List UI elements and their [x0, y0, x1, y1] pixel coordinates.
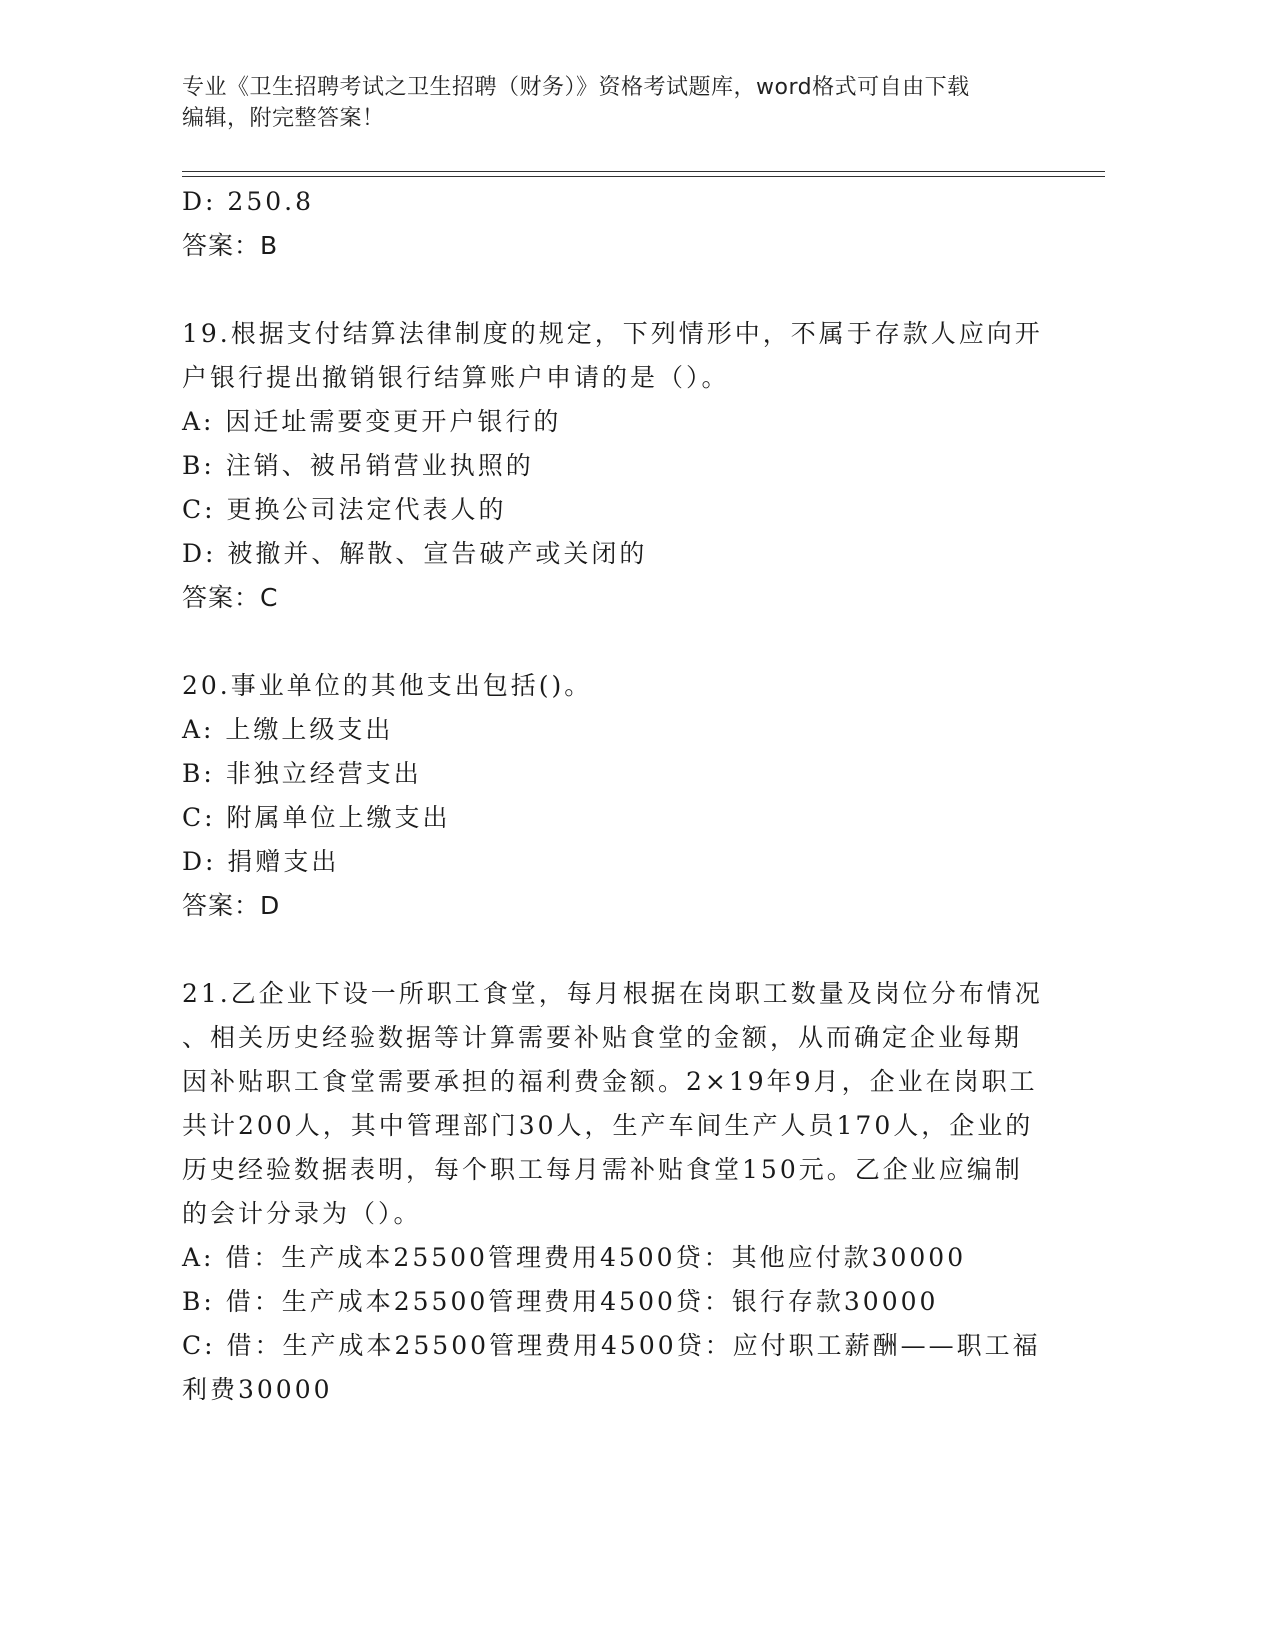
- q19-option-c: C: 更换公司法定代表人的: [182, 495, 507, 524]
- header-divider-bottom: [182, 176, 1105, 177]
- q19-option-d: D: 被撤并、解散、宣告破产或关闭的: [182, 539, 648, 568]
- q21-stem-line-5: 历史经验数据表明，每个职工每月需补贴食堂150元。乙企业应编制: [182, 1155, 1023, 1184]
- question-18-tail: [182, 180, 1042, 268]
- q19-stem-line-1: 19.根据支付结算法律制度的规定，下列情形中，不属于存款人应向开: [182, 319, 1043, 348]
- document-header: [182, 72, 1082, 134]
- q21-stem-line-2: 、相关历史经验数据等计算需要补贴食堂的金额，从而确定企业每期: [182, 1023, 1023, 1052]
- q21-stem-line-6: 的会计分录为（）。: [182, 1199, 422, 1228]
- q20-stem-line-1: 20.事业单位的其他支出包括()。: [182, 671, 593, 700]
- q20-answer: 答案：D: [182, 891, 281, 920]
- q20-option-c: C: 附属单位上缴支出: [182, 803, 451, 832]
- spacer: [182, 268, 1042, 312]
- question-content: [182, 180, 1042, 1412]
- q20-option-d: D: 捐赠支出: [182, 847, 340, 876]
- q21-stem-line-3: 因补贴职工食堂需要承担的福利费金额。2×19年9月，企业在岗职工: [182, 1067, 1038, 1096]
- q19-option-a: A: 因迁址需要变更开户银行的: [182, 407, 562, 436]
- question-21: [182, 972, 1042, 1412]
- q19-option-b: B: 注销、被吊销营业执照的: [182, 451, 534, 480]
- q19-answer: 答案：C: [182, 583, 279, 612]
- q18-answer: 答案：B: [182, 231, 279, 260]
- q21-stem-line-4: 共计200人，其中管理部门30人，生产车间生产人员170人，企业的: [182, 1111, 1034, 1140]
- q21-option-c-line-1: C: 借：生产成本25500管理费用4500贷：应付职工薪酬——职工福: [182, 1331, 1041, 1360]
- spacer: [182, 928, 1042, 972]
- question-20: [182, 664, 1042, 928]
- question-19: [182, 312, 1042, 620]
- q20-option-a: A: 上缴上级支出: [182, 715, 394, 744]
- q21-option-a: A: 借：生产成本25500管理费用4500贷：其他应付款30000: [182, 1243, 967, 1272]
- header-divider-top: [182, 171, 1105, 172]
- q21-option-b: B: 借：生产成本25500管理费用4500贷：银行存款30000: [182, 1287, 939, 1316]
- q18-option-d: D: 250.8: [182, 187, 314, 216]
- q20-option-b: B: 非独立经营支出: [182, 759, 422, 788]
- q21-option-c-line-2: 利费30000: [182, 1375, 333, 1404]
- spacer: [182, 620, 1042, 664]
- q21-stem-line-1: 21.乙企业下设一所职工食堂，每月根据在岗职工数量及岗位分布情况: [182, 979, 1043, 1008]
- q19-stem-line-2: 户银行提出撤销银行结算账户申请的是（）。: [182, 363, 730, 392]
- header-line-2: 编辑，附完整答案！: [182, 106, 385, 131]
- header-line-1: 专业《卫生招聘考试之卫生招聘（财务）》资格考试题库，word格式可自由下载: [182, 75, 970, 100]
